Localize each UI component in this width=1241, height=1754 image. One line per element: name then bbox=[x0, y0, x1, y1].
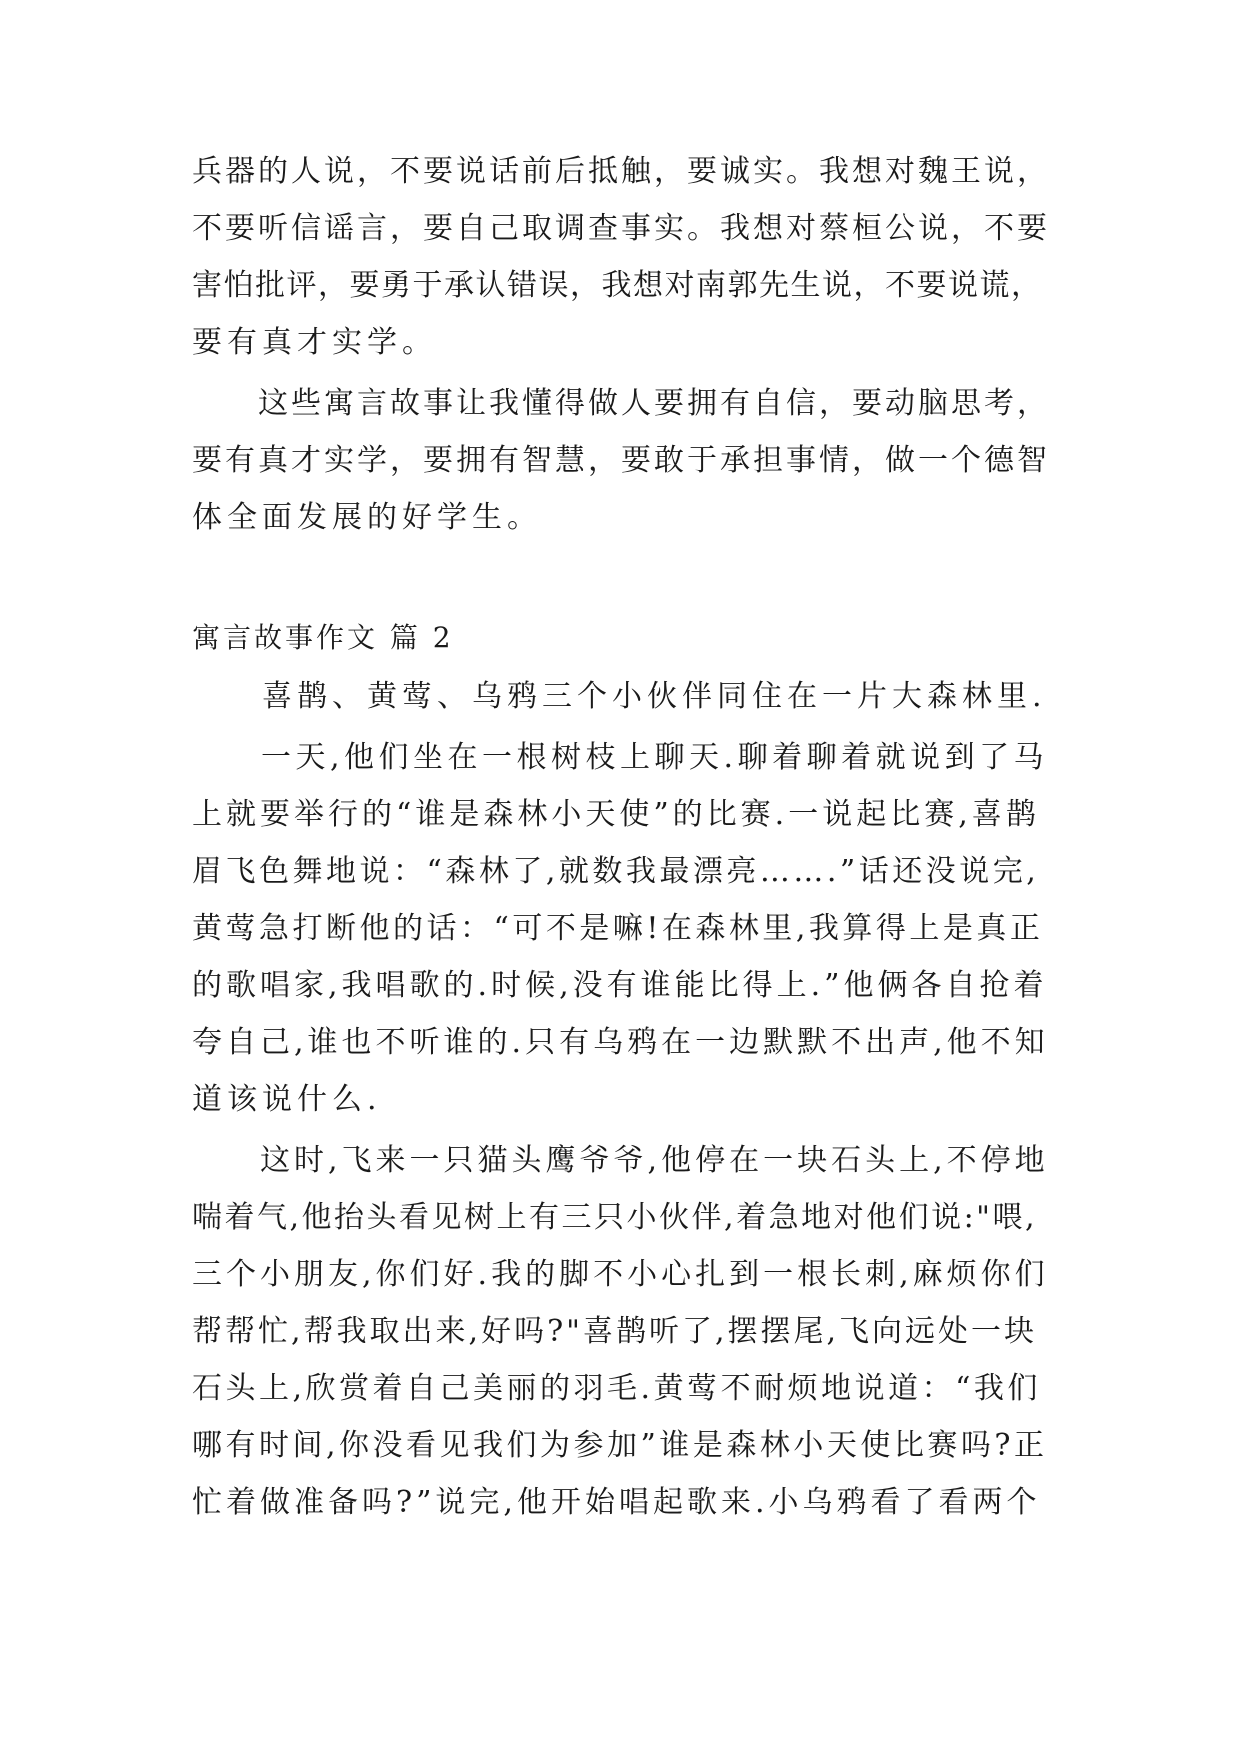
section-heading: 寓言故事作文 篇 2 bbox=[192, 621, 454, 654]
paragraph-line: 三个小朋友,你们好.我的脚不小心扎到一根长刺,麻烦你们 bbox=[192, 1257, 1049, 1292]
paragraph-line: 喘着气,他抬头看见树上有三只小伙伴,着急地对他们说:"喂, bbox=[192, 1200, 1038, 1235]
paragraph-line: 一天,他们坐在一根树枝上聊天.聊着聊着就说到了马 bbox=[192, 740, 1049, 775]
paragraph-line: 石头上,欣赏着自己美丽的羽毛.黄莺不耐烦地说道：“我们 bbox=[192, 1371, 1041, 1406]
paragraph-line: 道该说什么. bbox=[192, 1082, 382, 1117]
paragraph-line: 这些寓言故事让我懂得做人要拥有自信，要动脑思考， bbox=[192, 386, 1050, 421]
paragraph-line: 要有真才实学，要拥有智慧，要敢于承担事情，做一个德智 bbox=[192, 443, 1050, 478]
paragraph-line: 不要听信谣言，要自己取调查事实。我想对蔡桓公说，不要 bbox=[192, 211, 1050, 246]
paragraph-line: 这时,飞来一只猫头鹰爷爷,他停在一块石头上,不停地 bbox=[192, 1143, 1049, 1178]
paragraph-line: 眉飞色舞地说：“森林了,就数我最漂亮…….”话还没说完, bbox=[192, 854, 1040, 889]
paragraph-line: 要有真才实学。 bbox=[192, 325, 437, 360]
paragraph-line: 帮帮忙,帮我取出来,好吗?"喜鹊听了,摆摆尾,飞向远处一块 bbox=[192, 1314, 1038, 1349]
paragraph-line: 的歌唱家,我唱歌的.时候,没有谁能比得上.”他俩各自抢着 bbox=[192, 968, 1048, 1003]
paragraph-line: 忙着做准备吗?”说完,他开始唱起歌来.小乌鸦看了看两个 bbox=[192, 1485, 1041, 1520]
paragraph-line: 夸自己,谁也不听谁的.只有乌鸦在一边默默不出声,他不知 bbox=[192, 1025, 1049, 1060]
paragraph-line: 兵器的人说，不要说话前后抵触，要诚实。我想对魏王说， bbox=[192, 154, 1050, 189]
paragraph-line: 喜鹊、黄莺、乌鸦三个小伙伴同住在一片大森林里. bbox=[192, 679, 1047, 714]
paragraph-line: 害怕批评，要勇于承认错误，我想对南郭先生说，不要说谎， bbox=[192, 268, 1043, 303]
paragraph-line: 上就要举行的“谁是森林小天使”的比赛.一说起比赛,喜鹊 bbox=[192, 797, 1040, 832]
paragraph-line: 哪有时间,你没看见我们为参加”谁是森林小天使比赛吗?正 bbox=[192, 1428, 1048, 1463]
paragraph-line: 体全面发展的好学生。 bbox=[192, 500, 542, 535]
paragraph-line: 黄莺急打断他的话：“可不是嘛!在森林里,我算得上是真正 bbox=[192, 911, 1044, 946]
